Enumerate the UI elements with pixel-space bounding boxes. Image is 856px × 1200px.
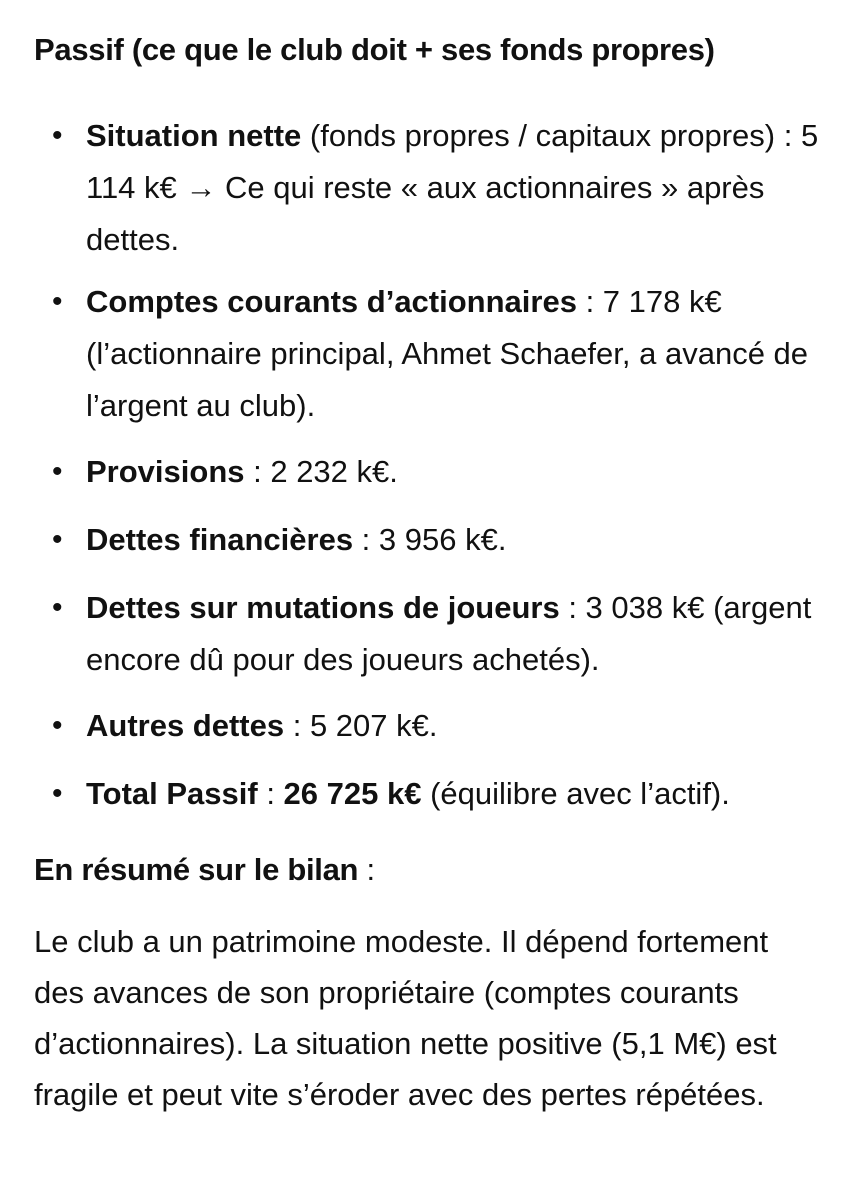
summary-paragraph: Le club a un patrimoine modeste. Il dépend fortement des avances de son propriétaire (comptes courants d’actionnaires). La situation nette positive (5,1 M€) est fragile et peut vite s’éroder avec des pertes répétées. bbox=[34, 924, 777, 1112]
item-separator: : bbox=[257, 776, 284, 811]
item-label: Dettes financières bbox=[86, 522, 354, 557]
bullet-icon: • bbox=[52, 285, 63, 318]
list-item-autres-dettes bbox=[0, 700, 856, 752]
bullet-icon: • bbox=[52, 709, 63, 742]
item-text: : 2 232 k€. bbox=[244, 454, 398, 489]
list-item-situation-nette bbox=[0, 110, 856, 266]
resume-heading-bold: En résumé sur le bilan bbox=[34, 852, 359, 887]
passif-heading: Passif (ce que le club doit + ses fonds propres) bbox=[34, 32, 715, 67]
list-item-total-passif bbox=[0, 768, 856, 820]
list-item-dettes-mutations bbox=[0, 582, 856, 686]
passif-list bbox=[0, 110, 856, 820]
bullet-icon: • bbox=[52, 119, 63, 152]
item-label: Total Passif bbox=[86, 776, 258, 811]
item-label: Dettes sur mutations de joueurs bbox=[86, 590, 560, 625]
item-label: Situation nette bbox=[86, 118, 302, 153]
total-value: 26 725 k€ bbox=[283, 776, 422, 811]
item-text: : 3 038 k€ (argent encore dû pour des joueurs achetés). bbox=[86, 590, 812, 677]
list-item-dettes-financieres bbox=[0, 514, 856, 566]
list-item-provisions bbox=[0, 446, 856, 498]
bullet-icon: • bbox=[52, 591, 63, 624]
item-text: (fonds propres / capitaux propres) : 5 114 k€ → Ce qui reste « aux actionnaires » après dettes. bbox=[86, 118, 819, 257]
list-item-comptes-courants bbox=[0, 276, 856, 432]
item-label: Autres dettes bbox=[86, 708, 285, 743]
item-text: : 5 207 k€. bbox=[284, 708, 438, 743]
resume-heading bbox=[34, 852, 375, 888]
item-text: (équilibre avec l’actif). bbox=[421, 776, 730, 811]
resume-heading-colon: : bbox=[358, 852, 375, 887]
bullet-icon: • bbox=[52, 455, 63, 488]
bullet-icon: • bbox=[52, 777, 63, 810]
item-text: : 3 956 k€. bbox=[353, 522, 507, 557]
item-label: Provisions bbox=[86, 454, 245, 489]
item-label: Comptes courants d’actionnaires bbox=[86, 284, 577, 319]
item-text: : 7 178 k€ (l’actionnaire principal, Ahmet Schaefer, a avancé de l’argent au club). bbox=[86, 284, 809, 423]
bullet-icon: • bbox=[52, 523, 63, 556]
